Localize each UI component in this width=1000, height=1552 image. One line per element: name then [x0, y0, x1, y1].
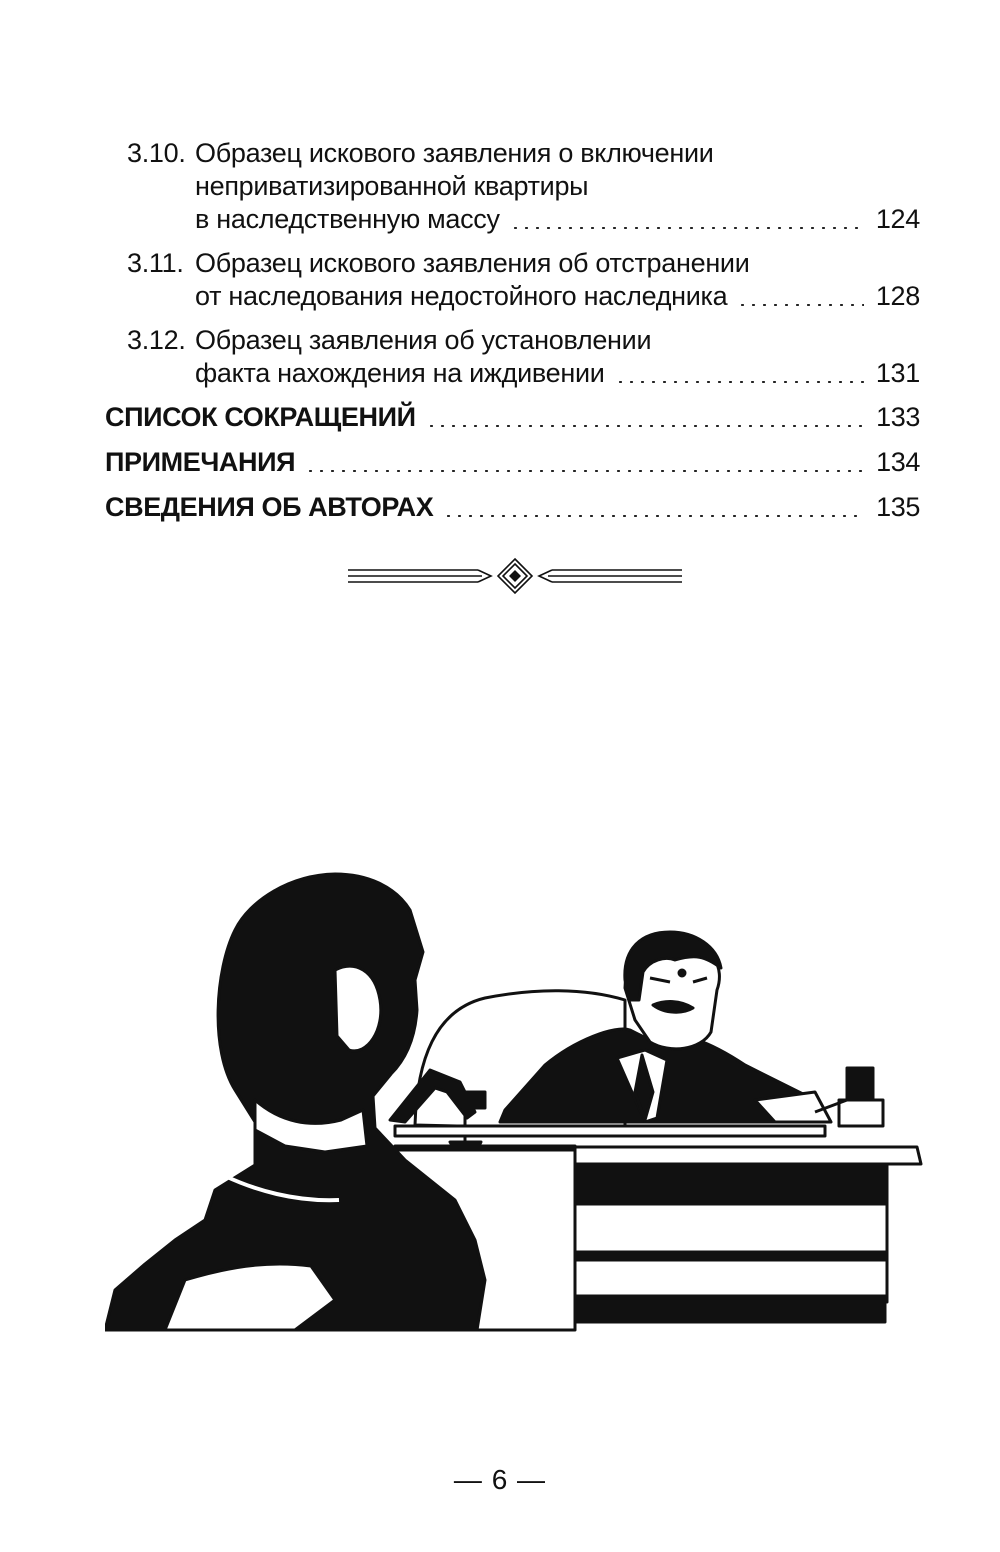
toc-section-notes[interactable]	[105, 446, 920, 479]
toc-entry-number: 3.11.	[127, 248, 184, 278]
toc-page-number: 133	[876, 402, 920, 432]
toc-entry-title-line: от наследования недостойного наследника	[195, 281, 728, 311]
toc-entry-title-line: в наследственную массу	[195, 204, 500, 234]
dot-leader	[615, 381, 864, 383]
dot-leader	[305, 470, 864, 472]
toc-page-number: 124	[875, 204, 920, 234]
toc-section-title: СПИСОК СОКРАЩЕНИЙ	[105, 402, 416, 432]
toc-page-number: 135	[876, 492, 920, 522]
toc-page-number: 134	[876, 447, 920, 477]
toc-entry-3-12[interactable]	[105, 324, 920, 390]
decorative-divider	[348, 557, 682, 597]
toc-entry-title-line: факта нахождения на иждивении	[195, 358, 605, 388]
toc-entry-3-11[interactable]	[105, 247, 920, 313]
toc-entry-title-line: Образец искового заявления о включении	[195, 138, 714, 168]
toc-section-title: ПРИМЕЧАНИЯ	[105, 447, 296, 477]
toc-entry-title-line: Образец заявления об установлении	[195, 325, 652, 355]
courtroom-illustration	[105, 860, 925, 1340]
toc-section-authors[interactable]	[105, 491, 920, 524]
dot-leader	[443, 515, 864, 517]
toc-entry-number: 3.10.	[127, 138, 186, 168]
toc-page-number: 131	[875, 358, 920, 388]
toc-section-abbreviations[interactable]	[105, 401, 920, 434]
toc-entry-3-10[interactable]	[105, 137, 920, 236]
dot-leader	[426, 425, 865, 427]
toc-entry-title-line: неприватизированной квартиры	[195, 171, 589, 201]
toc-page-number: 128	[875, 281, 920, 311]
toc-entry-number: 3.12.	[127, 325, 186, 355]
dot-leader	[737, 304, 863, 306]
table-of-contents	[105, 137, 920, 536]
toc-entry-title-line: Образец искового заявления об отстранении	[195, 248, 750, 278]
page-number: — 6 —	[453, 1464, 547, 1495]
dot-leader	[510, 227, 864, 229]
toc-section-title: СВЕДЕНИЯ ОБ АВТОРАХ	[105, 492, 434, 522]
